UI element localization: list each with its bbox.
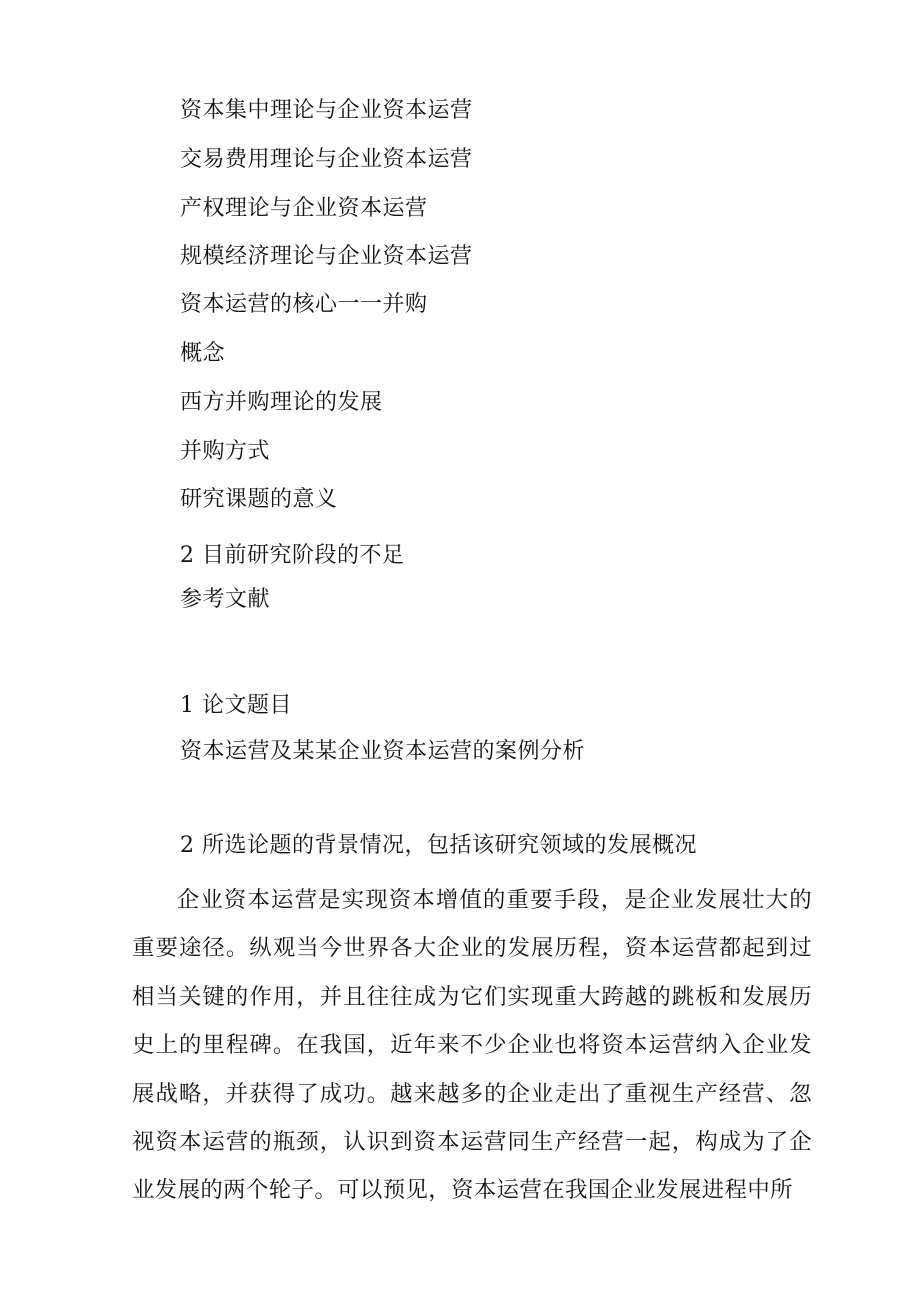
section2-heading: 2 所选论题的背景情况，包括该研究领域的发展概况	[180, 833, 697, 858]
toc-item-western-theory: 西方并购理论的发展	[180, 390, 383, 415]
toc-item-transaction-cost: 交易费用理论与企业资本运营	[180, 147, 473, 172]
section1-heading: 1 论文题目	[180, 693, 292, 718]
toc-item-economies-of-scale: 规模经济理论与企业资本运营	[180, 244, 473, 269]
toc-item-merger-methods: 并购方式	[180, 439, 271, 464]
toc-item-mergers-core: 资本运营的核心一一并购	[180, 292, 428, 317]
background-paragraph: 企业资本运营是实现资本增值的重要手段，是企业发展壮大的重要途径。纵观当今世界各大企业的发展历程，资本运营都起到过相当关键的作用，并且往往成为它们实现重大跨越的跳板和发展历史上的里程碑。在我国，近年来不少企业也将资本运营纳入企业发展战略，并获得了成功。越来越多的企业走出了重视生产经营、忽视资本运营的瓶颈，认识到资本运营同生产经营一起，构成为了企业发展的两个轮子。可以预见，资本运营在我国企业发展进程中所	[132, 887, 812, 1204]
toc-item-references: 参考文献	[180, 587, 271, 612]
toc-item-capital-concentration: 资本集中理论与企业资本运营	[180, 98, 473, 123]
thesis-title: 资本运营及某某企业资本运营的案例分析	[180, 739, 586, 764]
toc-item-research-shortcomings: 2 目前研究阶段的不足	[180, 543, 405, 568]
toc-item-property-rights: 产权理论与企业资本运营	[180, 196, 428, 221]
toc-item-concept: 概念	[180, 341, 226, 366]
toc-item-research-significance: 研究课题的意义	[180, 487, 338, 512]
